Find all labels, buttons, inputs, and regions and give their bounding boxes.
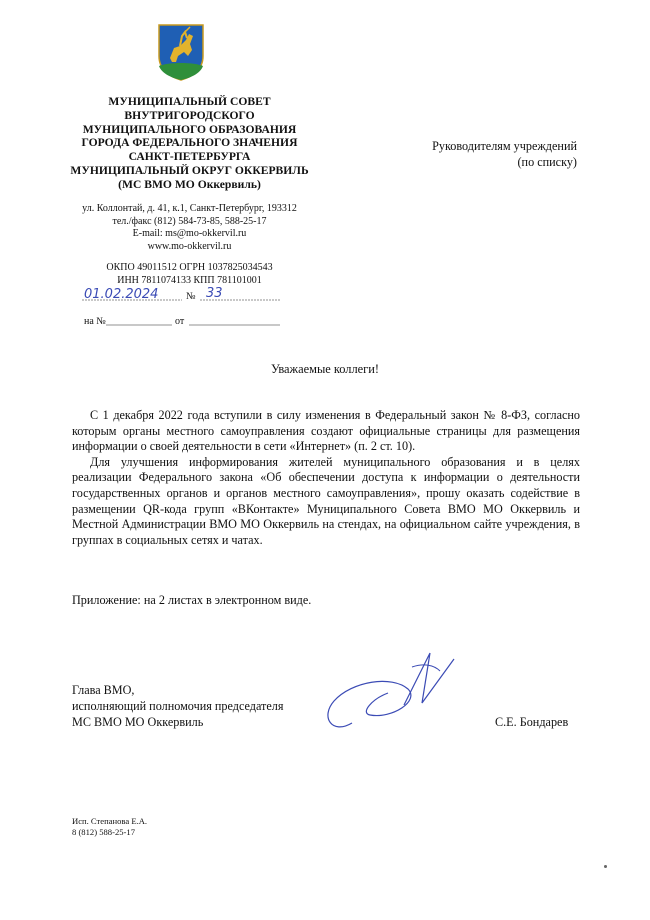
- coat-of-arms-icon: [156, 22, 206, 82]
- executor: [72, 816, 147, 838]
- org-line: МУНИЦИПАЛЬНОГО ОБРАЗОВАНИЯ: [82, 122, 297, 136]
- signatory-title-line: Глава ВМО,: [72, 683, 135, 697]
- sender-contacts: [62, 203, 317, 253]
- signatory-title-line: МС ВМО МО Оккервиль: [72, 714, 204, 729]
- org-abbreviation: (МС ВМО МО Оккервиль): [118, 177, 261, 191]
- outgoing-registration: [82, 287, 282, 303]
- address: ул. Коллонтай, д. 41, к.1, Санкт-Петербург, 193312: [82, 203, 297, 214]
- sender-organization: [62, 95, 317, 192]
- signatory-title: [72, 683, 283, 730]
- website: www.mo-okkervil.ru: [147, 240, 232, 252]
- outgoing-date: 01.02.2024: [84, 287, 159, 302]
- recipient-line: Руководителям учреждений: [432, 139, 577, 153]
- handwritten-signature: [312, 645, 462, 745]
- signer-name: С.Е. Бондарев: [495, 715, 569, 729]
- org-line: МУНИЦИПАЛЬНЫЙ СОВЕТ: [108, 95, 271, 108]
- number-label: №: [186, 291, 196, 302]
- greeting: Уважаемые коллеги!: [270, 362, 379, 376]
- org-line: ГОРОДА ФЕДЕРАЛЬНОГО ЗНАЧЕНИЯ: [81, 136, 298, 150]
- phone-fax: тел./факс (812) 584-73-85, 588-25-17: [112, 215, 267, 227]
- body-paragraph: С 1 декабря 2022 года вступили в силу изменения в Федеральный закон № 8-ФЗ, согласно которым органы местного самоуправления создают официальные страницы для размещения информации о своей деятельности в сети «Интернет» (п. 2 ст. 10).: [72, 408, 580, 454]
- recipient: [405, 138, 577, 170]
- email: E-mail: ms@mo-okkervil.ru: [132, 228, 247, 240]
- org-line: МУНИЦИПАЛЬНЫЙ ОКРУГ ОККЕРВИЛЬ: [70, 163, 309, 177]
- attachment-note: Приложение: на 2 листах в электронном виде.: [72, 593, 312, 607]
- inn-kpp: ИНН 7811074133 КПП 781101001: [117, 274, 262, 286]
- org-line: ВНУТРИГОРОДСКОГО: [124, 108, 255, 122]
- from-label: от: [175, 316, 185, 327]
- executor-phone: 8 (812) 588-25-17: [72, 827, 136, 837]
- outgoing-number: 33: [206, 287, 223, 301]
- executor-name: Исп. Степанова Е.А.: [72, 816, 148, 826]
- letter-body: [72, 408, 580, 548]
- reply-reference: [82, 314, 282, 328]
- org-line: САНКТ-ПЕТЕРБУРГА: [128, 150, 251, 164]
- registration-codes: [62, 262, 317, 287]
- signatory-title-line: исполняющий полномочия председателя: [72, 698, 284, 713]
- reply-to-label: на №: [84, 316, 106, 327]
- okpo-ogrn: ОКПО 49011512 ОГРН 1037825034543: [106, 262, 273, 273]
- scan-dot: [604, 865, 607, 868]
- body-paragraph: Для улучшения информирования жителей муниципального образования и в целях реализации Федерального закона «Об обеспечении доступа к информации о деятельности государственных органов и органов местного самоуправления», прошу оказать содействие в размещении QR-кода групп «ВКонтакте» Муниципального Совета ВМО МО Оккервиль и Местной Администрации ВМО МО Оккервиль на стендах, на официальном сайте учреждения, в группах в социальных сетях и чатах.: [72, 454, 580, 547]
- recipient-line: (по списку): [517, 155, 577, 169]
